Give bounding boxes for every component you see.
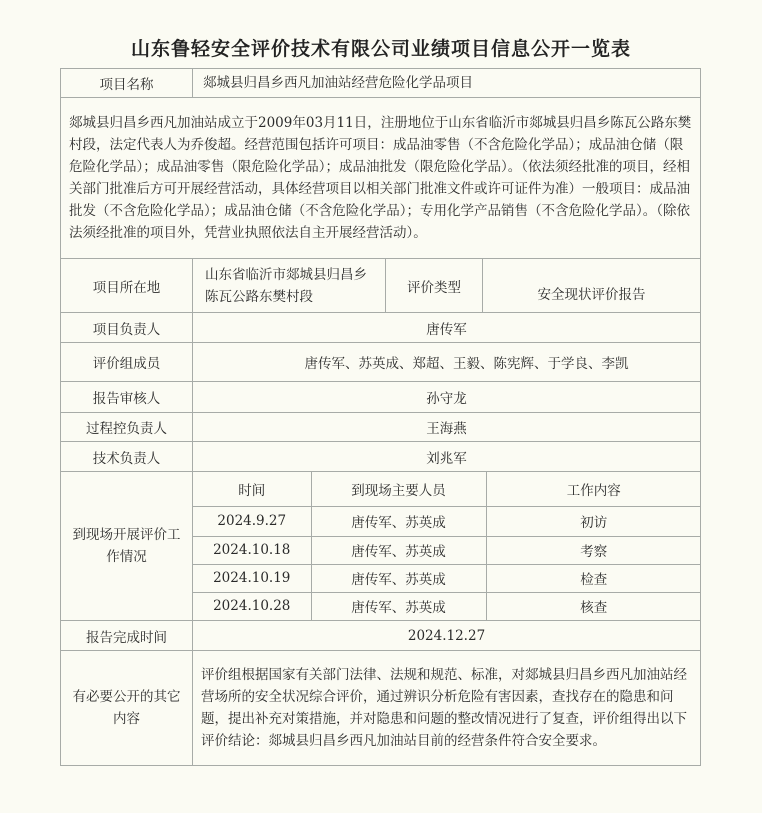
reviewer-value: 孙守龙 xyxy=(193,382,701,413)
site-visits-label: 到现场开展评价工作情况 xyxy=(61,472,193,621)
info-table xyxy=(60,68,701,766)
table-row xyxy=(193,592,701,620)
row-process xyxy=(61,413,701,442)
visits-table xyxy=(193,472,701,620)
visit-people: 唐传军、苏英成 xyxy=(311,592,486,620)
team-label: 评价组成员 xyxy=(61,343,193,382)
visits-header-people: 到现场主要人员 xyxy=(311,472,486,506)
row-location xyxy=(61,259,701,313)
tech-label: 技术负责人 xyxy=(61,442,193,472)
row-tech xyxy=(61,442,701,472)
row-team xyxy=(61,343,701,382)
document-title: 山东鲁轻安全评价技术有限公司业绩项目信息公开一览表 xyxy=(130,38,631,60)
table-row xyxy=(193,564,701,592)
project-name-label: 项目名称 xyxy=(61,69,193,98)
visit-time: 2024.9.27 xyxy=(193,506,311,536)
table-row xyxy=(193,506,701,536)
team-value: 唐传军、苏英成、郑超、王毅、陈宪辉、于学良、李凯 xyxy=(193,343,701,382)
visits-header-row xyxy=(193,472,701,506)
leader-label: 项目负责人 xyxy=(61,313,193,343)
process-label: 过程控负责人 xyxy=(61,413,193,442)
other-value: 评价组根据国家有关部门法律、法规和规范、标准，对郯城县归昌乡西凡加油站经营场所的安全状况综合评价，通过辨识分析危险有害因素，查找存在的隐患和问题，提出补充对策措施，并对隐患和问题的整改情况进行了复查，评价组得出以下评价结论：郯城县归昌乡西凡加油站目前的经营条件符合安全要求。 xyxy=(193,651,701,766)
visits-header-content: 工作内容 xyxy=(486,472,701,506)
visit-content: 检查 xyxy=(486,564,701,592)
location-value: 山东省临沂市郯城县归昌乡陈瓦公路东樊村段 xyxy=(193,259,386,313)
row-site-visits xyxy=(61,472,701,621)
visit-time: 2024.10.28 xyxy=(193,592,311,620)
description-text: 郯城县归昌乡西凡加油站成立于2009年03月11日，注册地位于山东省临沂市郯城县归昌乡陈瓦公路东樊村段，法定代表人为乔俊超。经营范围包括许可项目：成品油零售（不含危险化学品）；成品油仓储（限危险化学品）；成品油零售（限危险化学品）；成品油批发（限危险化学品）。（依法须经批准的项目，经相关部门批准后方可开展经营活动，具体经营项目以相关部门批准文件或许可证件为准）一般项目：成品油批发（不含危险化学品）；成品油仓储（不含危险化学品）；专用化学产品销售（不含危险化学品）。（除依法须经批准的项目外，凭营业执照依法自主开展经营活动）。 xyxy=(61,98,701,259)
visit-time: 2024.10.19 xyxy=(193,564,311,592)
table-row xyxy=(193,536,701,564)
row-project-name xyxy=(61,69,701,98)
other-label: 有必要公开的其它内容 xyxy=(61,651,193,766)
leader-value: 唐传军 xyxy=(193,313,701,343)
completion-value: 2024.12.27 xyxy=(193,621,701,651)
row-leader xyxy=(61,313,701,343)
visit-content: 核查 xyxy=(580,600,608,617)
visit-time: 2024.10.18 xyxy=(193,536,311,564)
row-reviewer xyxy=(61,382,701,413)
row-description xyxy=(61,98,701,259)
eval-type-label: 评价类型 xyxy=(386,259,483,313)
visit-people: 唐传军、苏英成 xyxy=(311,564,486,592)
row-other xyxy=(61,651,701,766)
tech-value: 刘兆军 xyxy=(193,442,701,472)
process-value: 王海燕 xyxy=(193,413,701,442)
eval-type-value: 安全现状评价报告 xyxy=(483,259,701,313)
row-completion xyxy=(61,621,701,651)
visit-content: 初访 xyxy=(486,506,701,536)
location-label: 项目所在地 xyxy=(61,259,193,313)
visit-people: 唐传军、苏英成 xyxy=(311,506,486,536)
visit-people: 唐传军、苏英成 xyxy=(311,536,486,564)
site-visits-cell xyxy=(193,472,701,621)
visits-header-time: 时间 xyxy=(193,472,311,506)
visit-content: 考察 xyxy=(486,536,701,564)
reviewer-label: 报告审核人 xyxy=(61,382,193,413)
completion-label: 报告完成时间 xyxy=(61,621,193,651)
project-name-value: 郯城县归昌乡西凡加油站经营危险化学品项目 xyxy=(193,69,701,98)
